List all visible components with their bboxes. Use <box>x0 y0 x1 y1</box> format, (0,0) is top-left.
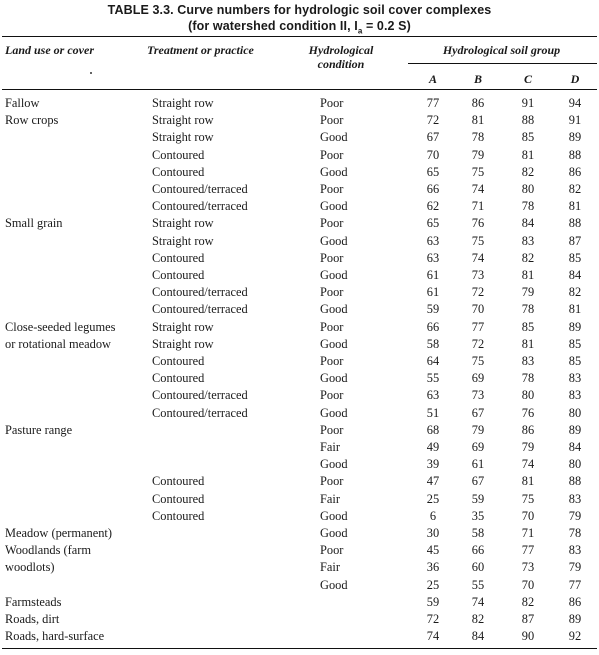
header-condition-line2: condition <box>317 57 365 71</box>
cell-value-d: 91 <box>568 113 582 127</box>
cell-value-a: 70 <box>426 148 440 162</box>
cell-value-d: 83 <box>568 543 582 557</box>
table-subtitle <box>0 19 599 36</box>
cell-land-use: Meadow (permanent) <box>5 526 112 540</box>
cell-treatment: Contoured <box>152 148 205 162</box>
cell-treatment: Straight row <box>152 337 214 351</box>
cell-value-c: 81 <box>521 474 535 488</box>
cell-land-use: Pasture range <box>5 423 73 437</box>
header-group-c: C <box>523 72 532 86</box>
cell-value-c: 80 <box>521 388 535 402</box>
cell-value-b: 73 <box>471 388 485 402</box>
cell-value-a: 47 <box>426 474 440 488</box>
cell-value-b: 58 <box>471 526 485 540</box>
cell-land-use: Woodlands (farm <box>5 543 92 557</box>
cell-value-c: 82 <box>521 165 535 179</box>
cell-treatment: Straight row <box>152 320 214 334</box>
cell-value-d: 84 <box>568 440 582 454</box>
cell-land-use: Roads, hard-surface <box>5 629 105 643</box>
cell-value-c: 78 <box>521 199 535 213</box>
cell-value-b: 66 <box>471 543 485 557</box>
subtitle-subscript: a <box>357 26 363 36</box>
cell-land-use: Fallow <box>5 96 40 110</box>
cell-treatment: Straight row <box>152 96 214 110</box>
cell-value-d: 82 <box>568 285 582 299</box>
cell-condition: Fair <box>320 440 340 454</box>
subtitle-prefix: (for watershed condition II, I <box>188 19 358 33</box>
cell-condition: Poor <box>320 388 344 402</box>
cell-land-use: Row crops <box>5 113 59 127</box>
header-condition-line1: Hydrological <box>308 43 374 57</box>
cell-treatment: Straight row <box>152 113 214 127</box>
cell-treatment: Contoured/terraced <box>152 302 248 316</box>
cell-value-c: 90 <box>521 629 535 643</box>
cell-value-a: 39 <box>426 457 440 471</box>
cell-treatment: Contoured/terraced <box>152 388 248 402</box>
cell-value-c: 87 <box>521 612 535 626</box>
cell-value-d: 85 <box>568 354 582 368</box>
cell-value-d: 81 <box>568 199 582 213</box>
cell-value-c: 73 <box>521 560 535 574</box>
cell-treatment: Straight row <box>152 216 214 230</box>
cell-value-a: 72 <box>426 113 440 127</box>
cell-value-c: 81 <box>521 337 535 351</box>
cell-condition: Good <box>320 457 348 471</box>
cell-value-a: 63 <box>426 388 440 402</box>
cell-value-b: 69 <box>471 371 485 385</box>
cell-treatment: Contoured <box>152 251 205 265</box>
cell-value-b: 75 <box>471 354 485 368</box>
cell-value-b: 70 <box>471 302 485 316</box>
cell-value-c: 81 <box>521 268 535 282</box>
cell-value-a: 63 <box>426 234 440 248</box>
header-rule <box>2 89 597 90</box>
cell-value-a: 67 <box>426 130 440 144</box>
cell-condition: Good <box>320 406 348 420</box>
cell-value-c: 79 <box>521 440 535 454</box>
cell-value-a: 6 <box>429 509 437 523</box>
cell-value-b: 79 <box>471 148 485 162</box>
cell-value-a: 49 <box>426 440 440 454</box>
cell-value-a: 36 <box>426 560 440 574</box>
cell-land-use: Small grain <box>5 216 63 230</box>
cell-value-b: 71 <box>471 199 485 213</box>
cell-treatment: Contoured/terraced <box>152 182 248 196</box>
cell-value-d: 79 <box>568 509 582 523</box>
cell-value-a: 65 <box>426 165 440 179</box>
header-group-a: A <box>428 72 437 86</box>
cell-land-use: woodlots) <box>5 560 55 574</box>
subtitle-suffix: = 0.2 S) <box>362 19 411 33</box>
cell-value-d: 82 <box>568 182 582 196</box>
cell-value-d: 89 <box>568 130 582 144</box>
cell-treatment: Contoured <box>152 165 205 179</box>
cell-value-c: 91 <box>521 96 535 110</box>
cell-value-a: 66 <box>426 320 440 334</box>
cell-value-c: 80 <box>521 182 535 196</box>
cell-value-d: 89 <box>568 320 582 334</box>
cell-value-d: 79 <box>568 560 582 574</box>
cell-value-b: 55 <box>471 578 485 592</box>
cell-value-b: 78 <box>471 130 485 144</box>
top-rule <box>2 36 597 37</box>
cell-value-a: 51 <box>426 406 440 420</box>
cell-value-c: 83 <box>521 234 535 248</box>
cell-value-d: 88 <box>568 216 582 230</box>
cell-value-a: 30 <box>426 526 440 540</box>
cell-value-c: 70 <box>521 578 535 592</box>
soil-group-rule <box>408 63 597 64</box>
cell-value-d: 77 <box>568 578 582 592</box>
table-title: TABLE 3.3. Curve numbers for hydrologic soil cover complexes <box>107 3 492 17</box>
bottom-rule <box>2 648 597 649</box>
cell-value-a: 74 <box>426 629 440 643</box>
cell-value-c: 75 <box>521 492 535 506</box>
cell-condition: Poor <box>320 182 344 196</box>
cell-treatment: Contoured <box>152 268 205 282</box>
cell-value-b: 82 <box>471 612 485 626</box>
cell-value-d: 83 <box>568 492 582 506</box>
cell-value-b: 74 <box>471 182 485 196</box>
cell-value-b: 84 <box>471 629 485 643</box>
cell-value-a: 72 <box>426 612 440 626</box>
cell-value-d: 85 <box>568 337 582 351</box>
cell-value-d: 88 <box>568 474 582 488</box>
cell-treatment: Contoured/terraced <box>152 406 248 420</box>
cell-value-b: 76 <box>471 216 485 230</box>
cell-value-d: 89 <box>568 423 582 437</box>
cell-value-d: 78 <box>568 526 582 540</box>
header-group-d: D <box>570 72 580 86</box>
cell-condition: Poor <box>320 251 344 265</box>
cell-land-use: or rotational meadow <box>5 337 111 351</box>
cell-value-c: 70 <box>521 509 535 523</box>
cell-value-b: 79 <box>471 423 485 437</box>
cell-value-d: 86 <box>568 595 582 609</box>
cell-value-b: 69 <box>471 440 485 454</box>
cell-value-b: 67 <box>471 406 485 420</box>
cell-value-d: 80 <box>568 406 582 420</box>
cell-value-c: 77 <box>521 543 535 557</box>
cell-land-use: Roads, dirt <box>5 612 60 626</box>
cell-condition: Good <box>320 268 348 282</box>
cell-condition: Poor <box>320 113 344 127</box>
cell-value-d: 83 <box>568 371 582 385</box>
cell-condition: Poor <box>320 285 344 299</box>
cell-value-a: 61 <box>426 285 440 299</box>
cell-value-a: 77 <box>426 96 440 110</box>
cell-value-b: 74 <box>471 595 485 609</box>
cell-value-b: 75 <box>471 234 485 248</box>
cell-condition: Poor <box>320 320 344 334</box>
cell-value-c: 71 <box>521 526 535 540</box>
cell-value-c: 86 <box>521 423 535 437</box>
cell-value-d: 80 <box>568 457 582 471</box>
cell-condition: Good <box>320 509 348 523</box>
cell-condition: Good <box>320 578 348 592</box>
cell-value-c: 81 <box>521 148 535 162</box>
cell-value-b: 86 <box>471 96 485 110</box>
cell-treatment: Straight row <box>152 130 214 144</box>
cell-value-b: 75 <box>471 165 485 179</box>
cell-value-a: 55 <box>426 371 440 385</box>
cell-condition: Poor <box>320 423 344 437</box>
cell-value-d: 94 <box>568 96 582 110</box>
cell-condition: Good <box>320 526 348 540</box>
cell-value-c: 85 <box>521 130 535 144</box>
cell-value-d: 89 <box>568 612 582 626</box>
cell-condition: Poor <box>320 216 344 230</box>
cell-treatment: Contoured <box>152 371 205 385</box>
stray-mark <box>90 72 92 74</box>
cell-condition: Good <box>320 165 348 179</box>
cell-value-a: 68 <box>426 423 440 437</box>
cell-value-c: 88 <box>521 113 535 127</box>
cell-treatment: Contoured/terraced <box>152 199 248 213</box>
cell-value-c: 79 <box>521 285 535 299</box>
cell-value-b: 73 <box>471 268 485 282</box>
cell-value-b: 61 <box>471 457 485 471</box>
cell-value-c: 83 <box>521 354 535 368</box>
cell-value-a: 25 <box>426 492 440 506</box>
cell-treatment: Contoured <box>152 509 205 523</box>
cell-value-a: 45 <box>426 543 440 557</box>
cell-value-b: 72 <box>471 337 485 351</box>
cell-land-use: Close-seeded legumes <box>5 320 116 334</box>
cell-value-c: 82 <box>521 251 535 265</box>
cell-value-a: 64 <box>426 354 440 368</box>
cell-value-a: 66 <box>426 182 440 196</box>
cell-condition: Good <box>320 199 348 213</box>
cell-condition: Fair <box>320 560 340 574</box>
cell-value-a: 25 <box>426 578 440 592</box>
cell-value-d: 87 <box>568 234 582 248</box>
cell-value-c: 85 <box>521 320 535 334</box>
cell-value-c: 76 <box>521 406 535 420</box>
cell-condition: Poor <box>320 354 344 368</box>
cell-treatment: Contoured <box>152 354 205 368</box>
cell-value-b: 81 <box>471 113 485 127</box>
cell-treatment: Contoured/terraced <box>152 285 248 299</box>
cell-condition: Good <box>320 130 348 144</box>
cell-value-b: 60 <box>471 560 485 574</box>
cell-value-b: 35 <box>471 509 485 523</box>
cell-value-b: 77 <box>471 320 485 334</box>
cell-value-b: 67 <box>471 474 485 488</box>
cell-condition: Poor <box>320 543 344 557</box>
header-soil-group: Hydrological soil group <box>442 43 561 57</box>
cell-value-b: 72 <box>471 285 485 299</box>
cell-condition: Poor <box>320 148 344 162</box>
header-land-use: Land use or cover <box>5 43 94 57</box>
cell-land-use: Farmsteads <box>5 595 62 609</box>
header-group-b: B <box>473 72 482 86</box>
cell-value-d: 84 <box>568 268 582 282</box>
cell-value-a: 59 <box>426 595 440 609</box>
cell-value-d: 92 <box>568 629 582 643</box>
cell-treatment: Straight row <box>152 234 214 248</box>
cell-value-a: 62 <box>426 199 440 213</box>
cell-condition: Good <box>320 234 348 248</box>
header-treatment: Treatment or practice <box>147 43 254 57</box>
cell-value-a: 59 <box>426 302 440 316</box>
cell-value-c: 78 <box>521 302 535 316</box>
cell-value-b: 59 <box>471 492 485 506</box>
cell-value-d: 83 <box>568 388 582 402</box>
cell-condition: Good <box>320 371 348 385</box>
cell-condition: Good <box>320 302 348 316</box>
cell-value-d: 81 <box>568 302 582 316</box>
cell-condition: Fair <box>320 492 340 506</box>
cell-value-a: 63 <box>426 251 440 265</box>
cell-value-c: 84 <box>521 216 535 230</box>
cell-condition: Poor <box>320 474 344 488</box>
cell-value-c: 78 <box>521 371 535 385</box>
header-hydrological-condition <box>300 43 382 71</box>
cell-value-d: 86 <box>568 165 582 179</box>
cell-value-a: 61 <box>426 268 440 282</box>
cell-treatment: Contoured <box>152 474 205 488</box>
cell-value-a: 65 <box>426 216 440 230</box>
cell-treatment: Contoured <box>152 492 205 506</box>
cell-condition: Good <box>320 337 348 351</box>
cell-condition: Poor <box>320 96 344 110</box>
cell-value-d: 85 <box>568 251 582 265</box>
cell-value-c: 82 <box>521 595 535 609</box>
cell-value-b: 74 <box>471 251 485 265</box>
cell-value-c: 74 <box>521 457 535 471</box>
cell-value-a: 58 <box>426 337 440 351</box>
cell-value-d: 88 <box>568 148 582 162</box>
